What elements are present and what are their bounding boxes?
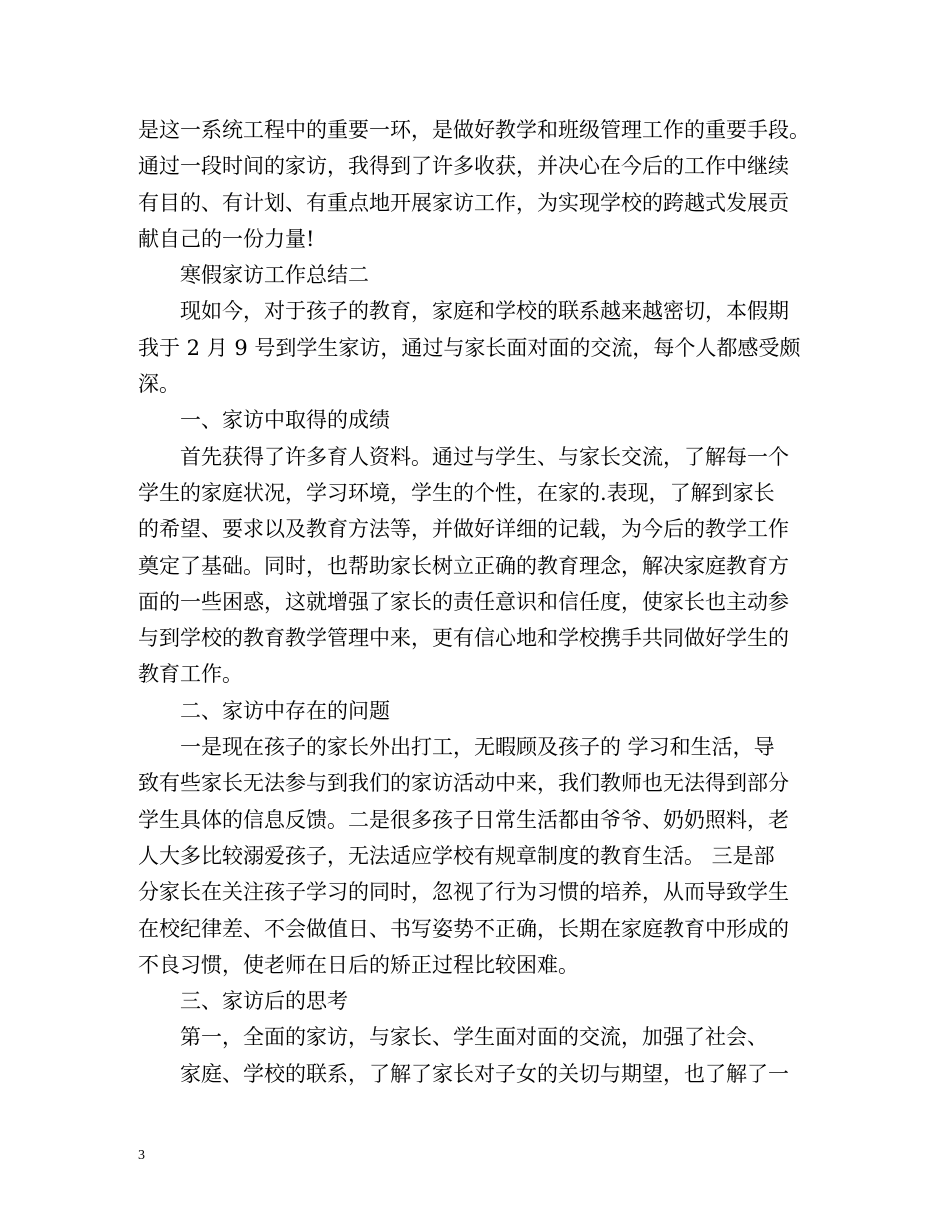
- document-body: [138, 112, 828, 1092]
- section-heading: 三、家访后的思考: [180, 989, 348, 1014]
- text-line: 与到学校的教育教学管理中来，更有信心地和学校携手共同做好学生的: [138, 626, 789, 651]
- text-line: 致有些家长无法参与到我们的家访活动中来，我们教师也无法得到部分: [138, 771, 789, 796]
- page-number: 3: [138, 1148, 145, 1163]
- text-line: 我于 2 月 9 号到学生家访，通过与家长面对面的交流，每个人都感受颇: [138, 335, 801, 360]
- text-line: 是这一系统工程中的重要一环，是做好教学和班级管理工作的重要手段。: [138, 118, 810, 142]
- text-line: 人大多比较溺爱孩子，无法适应学校有规章制度的教育生活。 三是部: [138, 843, 775, 868]
- text-line: 学生具体的信息反馈。二是很多孩子日常生活都由爷爷、奶奶照料，老: [138, 807, 789, 832]
- text-line: 奠定了基础。同时，也帮助家长树立正确的教育理念，解决家庭教育方: [138, 553, 789, 578]
- text-line: 献自己的一份力量!: [138, 226, 315, 251]
- text-line: 第一，全面的家访，与家长、学生面对面的交流，加强了社会、: [180, 1025, 768, 1050]
- text-line: 在校纪律差、不会做值日、书写姿势不正确，长期在家庭教育中形成的: [138, 916, 789, 941]
- text-line: 分家长在关注孩子学习的同时，忽视了行为习惯的培养，从而导致学生: [138, 880, 789, 905]
- text-line: 面的一些困惑，这就增强了家长的责任意识和信任度，使家长也主动参: [138, 589, 789, 614]
- section-heading: 二、家访中存在的问题: [180, 698, 390, 723]
- section-heading: 寒假家访工作总结二: [180, 263, 369, 288]
- text-line: 通过一段时间的家访，我得到了许多收获，并决心在今后的工作中继续: [138, 154, 789, 179]
- text-line: 教育工作。: [138, 662, 243, 687]
- text-line: 的希望、要求以及教育方法等，并做好详细的记载，为今后的教学工作: [138, 517, 789, 542]
- text-line: 现如今，对于孩子的教育，家庭和学校的联系越来越密切，本假期: [180, 299, 789, 324]
- text-line: 深。: [138, 372, 180, 397]
- text-line: 首先获得了许多育人资料。通过与学生、与家长交流，了解每一个: [180, 444, 789, 469]
- text-line: 有目的、有计划、有重点地开展家访工作，为实现学校的跨越式发展贡: [138, 190, 789, 215]
- text-line: 学生的家庭状况，学习环境，学生的个性，在家的.表现，了解到家长: [138, 480, 775, 505]
- text-line: 不良习惯，使老师在日后的矫正过程比较困难。: [138, 952, 579, 977]
- text-line: 一是现在孩子的家长外出打工，无暇顾及孩子的 学习和生活，导: [180, 735, 775, 760]
- section-heading: 一、家访中取得的成绩: [180, 408, 390, 433]
- text-line: 家庭、学校的联系，了解了家长对子女的关切与期望，也了解了一: [180, 1061, 789, 1086]
